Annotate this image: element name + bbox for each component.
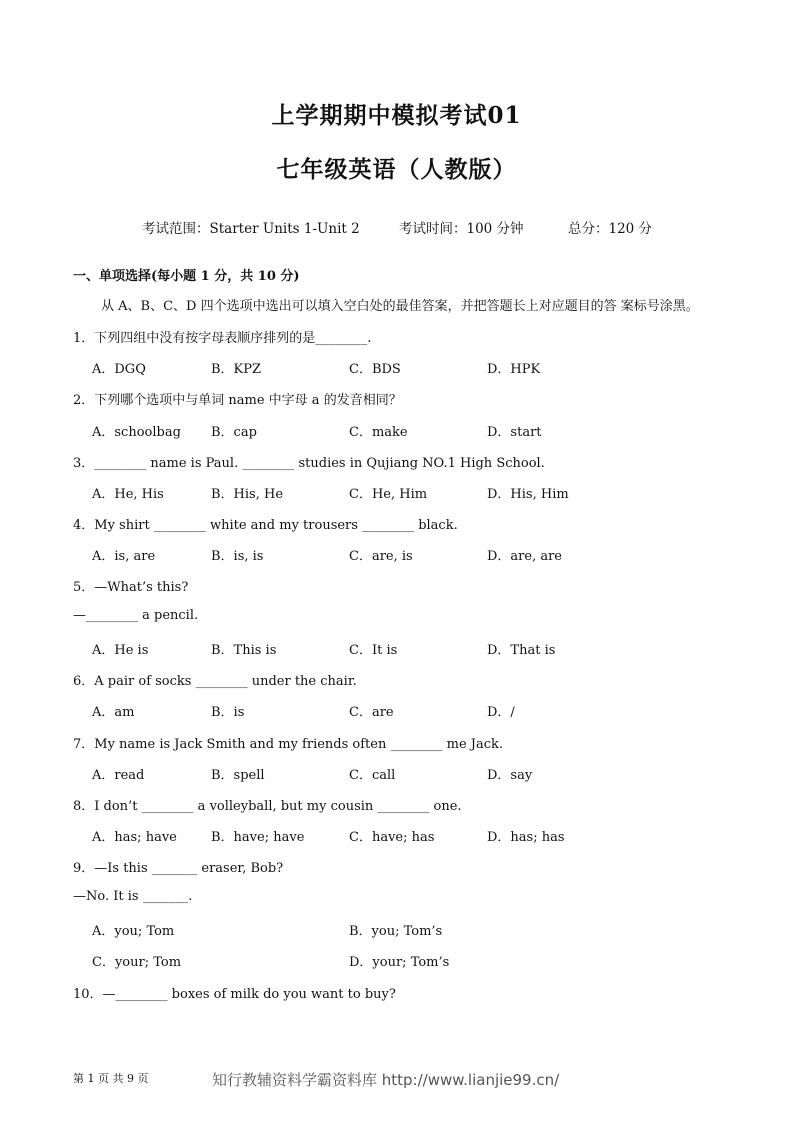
- option-a: A．schoolbag: [92, 425, 181, 440]
- option-c: C．call: [349, 768, 396, 783]
- option-b: B．This is: [211, 643, 277, 658]
- section-heading: 一、单项选择(每小题 1 分，共 10 分): [73, 269, 300, 284]
- question-stem: 2．下列哪个选项中与单词 name 中字母 a 的发音相同？: [73, 393, 402, 408]
- option-c: C．make: [349, 425, 408, 440]
- question-stem-reply: —________ a pencil.: [73, 608, 199, 623]
- option-b: B．you; Tom’s: [349, 924, 443, 939]
- option-c: C．He, Him: [349, 487, 428, 502]
- watermark-link[interactable]: 知行教辅资料学霸资料库 http://www.lianjie99.cn/: [212, 1071, 560, 1089]
- option-d: D．HPK: [487, 362, 541, 377]
- option-a: A．He, His: [92, 487, 164, 502]
- question-stem: 5．—What’s this?: [73, 580, 189, 595]
- exam-score: 总分：120 分: [568, 221, 653, 237]
- option-d: D．His, Him: [487, 487, 569, 502]
- page-subtitle: 七年级英语（人教版）: [276, 156, 517, 183]
- option-a: A．He is: [92, 643, 149, 658]
- option-b: B．cap: [211, 425, 257, 440]
- option-a: A．has; have: [92, 830, 177, 845]
- option-c: C．your; Tom: [92, 955, 182, 970]
- exam-time: 考试时间：100 分钟: [399, 221, 524, 237]
- page-title: 上学期期中模拟考试01: [271, 102, 522, 129]
- option-c: C．have; has: [349, 830, 435, 845]
- question-stem: 3．________ name is Paul. ________ studies in Qujiang NO.1 High School.: [73, 456, 545, 471]
- question-stem: 7．My name is Jack Smith and my friends often ________ me Jack.: [73, 737, 504, 752]
- option-c: C．are, is: [349, 549, 413, 564]
- option-a: A．am: [92, 705, 135, 720]
- question-stem: 10．—________ boxes of milk do you want to buy?: [73, 987, 396, 1002]
- question-stem: 1．下列四组中没有按字母表顺序排列的是________.: [73, 331, 372, 346]
- option-d: D．has; has: [487, 830, 565, 845]
- option-d: D．That is: [487, 643, 556, 658]
- option-a: A．is, are: [92, 549, 156, 564]
- option-b: B．is: [211, 705, 245, 720]
- exam-scope: 考试范围：Starter Units 1-Unit 2: [142, 221, 360, 237]
- question-stem: 6．A pair of socks ________ under the chair.: [73, 674, 357, 689]
- section-instruction: 从 A、B、C、D 四个选项中选出可以填入空白处的最佳答案，并把答题长上对应题目的答 案标号涂黑。: [101, 299, 699, 314]
- question-stem-reply: —No. It is _______.: [73, 889, 193, 904]
- option-b: B．His, He: [211, 487, 284, 502]
- option-b: B．is, is: [211, 549, 264, 564]
- option-c: C．are: [349, 705, 394, 720]
- question-stem: 8．I don’t ________ a volleyball, but my cousin ________ one.: [73, 799, 462, 814]
- option-a: A．DGQ: [92, 362, 146, 377]
- option-b: B．spell: [211, 768, 265, 783]
- option-c: C．It is: [349, 643, 398, 658]
- option-d: D．say: [487, 768, 533, 783]
- option-d: D．start: [487, 425, 542, 440]
- option-c: C．BDS: [349, 362, 401, 377]
- option-b: B．KPZ: [211, 362, 262, 377]
- option-a: A．read: [92, 768, 145, 783]
- page-number: 第 1 页 共 9 页: [73, 1072, 149, 1085]
- option-d: D．are, are: [487, 549, 563, 564]
- option-a: A．you; Tom: [92, 924, 175, 939]
- option-d: D．/: [487, 705, 515, 720]
- question-stem: 9．—Is this _______ eraser, Bob?: [73, 861, 284, 876]
- option-b: B．have; have: [211, 830, 305, 845]
- option-d: D．your; Tom’s: [349, 955, 450, 970]
- question-stem: 4．My shirt ________ white and my trousers ________ black.: [73, 518, 458, 533]
